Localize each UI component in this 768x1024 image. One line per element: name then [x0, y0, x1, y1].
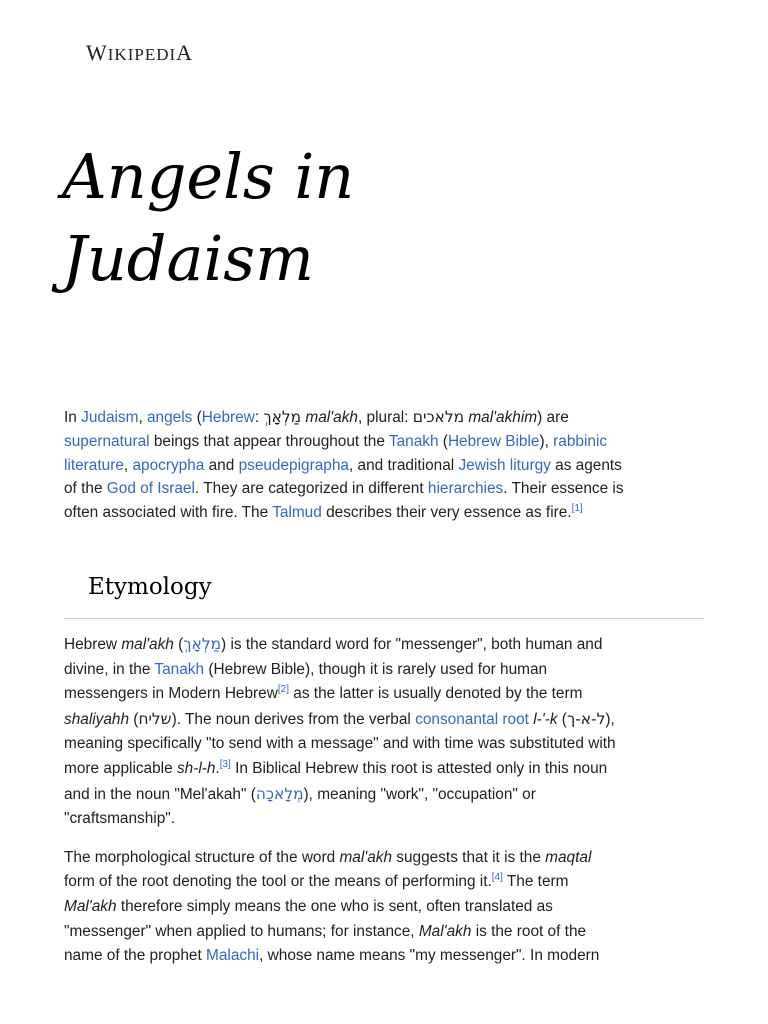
- link-judaism[interactable]: Judaism: [81, 409, 139, 426]
- wordmark-a: A: [176, 40, 194, 65]
- etymology-heading-block: [64, 570, 704, 619]
- title-line-1: Angels in: [62, 140, 355, 213]
- link-malachi[interactable]: Malachi: [206, 947, 260, 965]
- link-tanakh-2[interactable]: Tanakh: [154, 660, 205, 678]
- citation-4[interactable]: [4]: [491, 872, 503, 884]
- title-line-2: Judaism: [62, 222, 314, 295]
- link-hierarchies[interactable]: hierarchies: [427, 480, 504, 498]
- intro-paragraph: In Judaism, angels (Hebrew: מַלְאָךְ mal'akh, plural: מלאכים mal'akhim) are supernatural beings that appear throughout the Tanakh (Hebrew Bible), rabbinic literature, apocrypha and pseudepigrapha, and traditional Jewish liturgy as agents of the God of Israel. They are categorized in different hierarchies. Their essence is often associated with fire. The Talmud describes their very essence as fire.[1]: [64, 408, 624, 522]
- link-angels[interactable]: angels: [147, 409, 193, 426]
- link-hebrew-malakh[interactable]: מַלְאָךְ: [183, 635, 222, 653]
- hebrew-malakhim: מלאכים: [412, 408, 465, 426]
- link-tanakh[interactable]: Tanakh: [388, 432, 439, 450]
- link-pseudepigrapha[interactable]: pseudepigrapha: [238, 456, 349, 474]
- wikipedia-wordmark[interactable]: [86, 40, 193, 66]
- link-consonantal-root[interactable]: consonantal root: [415, 710, 529, 728]
- hebrew-root-lak: ל-א-ך: [566, 709, 606, 728]
- intro-section: [64, 406, 624, 525]
- etymology-heading: Etymology: [88, 574, 212, 600]
- link-jewish-liturgy[interactable]: Jewish liturgy: [458, 456, 551, 474]
- etymology-paragraph-2: The morphological structure of the word mal'akh suggests that it is the maqtal form of the root denoting the tool or the means of performing it.[4] The term Mal'akh therefore simply means the one who is sent, often translated as "messenger" when applied to humans; for instance, Mal'akh is the root of the name of the prophet Malachi, whose name means "my messenger". In modern: [64, 848, 600, 965]
- link-hebrew[interactable]: Hebrew: [201, 409, 255, 426]
- link-hebrew-bible[interactable]: Hebrew Bible: [447, 432, 540, 450]
- translit-malakh: mal'akh: [305, 409, 358, 426]
- wordmark-w: W: [86, 40, 108, 65]
- etymology-section: [64, 632, 624, 969]
- link-supernatural[interactable]: supernatural: [64, 432, 150, 450]
- page-title: [62, 136, 354, 300]
- link-apocrypha[interactable]: apocrypha: [132, 456, 205, 474]
- link-talmud[interactable]: Talmud: [272, 504, 322, 522]
- hebrew-malakh: מַלְאָךְ: [263, 408, 302, 426]
- wordmark-middle: IKIPEDI: [107, 45, 177, 64]
- citation-2[interactable]: [2]: [277, 684, 289, 696]
- citation-1[interactable]: [1]: [571, 503, 583, 515]
- etymology-paragraph-1: Hebrew mal'akh (מַלְאָךְ) is the standard word for "messenger", both human and divine, in the Tanakh (Hebrew Bible), though it is rarely used for human messengers in Modern Hebrew[2] as the latter is usually denoted by the term shaliyahh (שליח). The noun derives from the verbal consonantal root l-'-k (ל-א-ך), meaning specifically "to send with a message" and with time was substituted with more applicable sh-l-h.[3] In Biblical Hebrew this root is attested only in this noun and in the noun "Mel'akah" (מְלָאכָה), meaning "work", "occupation" or "craftsmanship".: [64, 635, 616, 828]
- link-hebrew-melakah[interactable]: מְלָאכָה: [255, 784, 304, 803]
- link-god-of-israel[interactable]: God of Israel: [106, 480, 195, 498]
- hebrew-shaliyahh: שליח: [138, 709, 172, 728]
- link-rabbinic-literature[interactable]: rabbinic literature: [64, 432, 608, 474]
- translit-malakhim: mal'akhim: [468, 409, 538, 426]
- citation-3[interactable]: [3]: [219, 758, 231, 770]
